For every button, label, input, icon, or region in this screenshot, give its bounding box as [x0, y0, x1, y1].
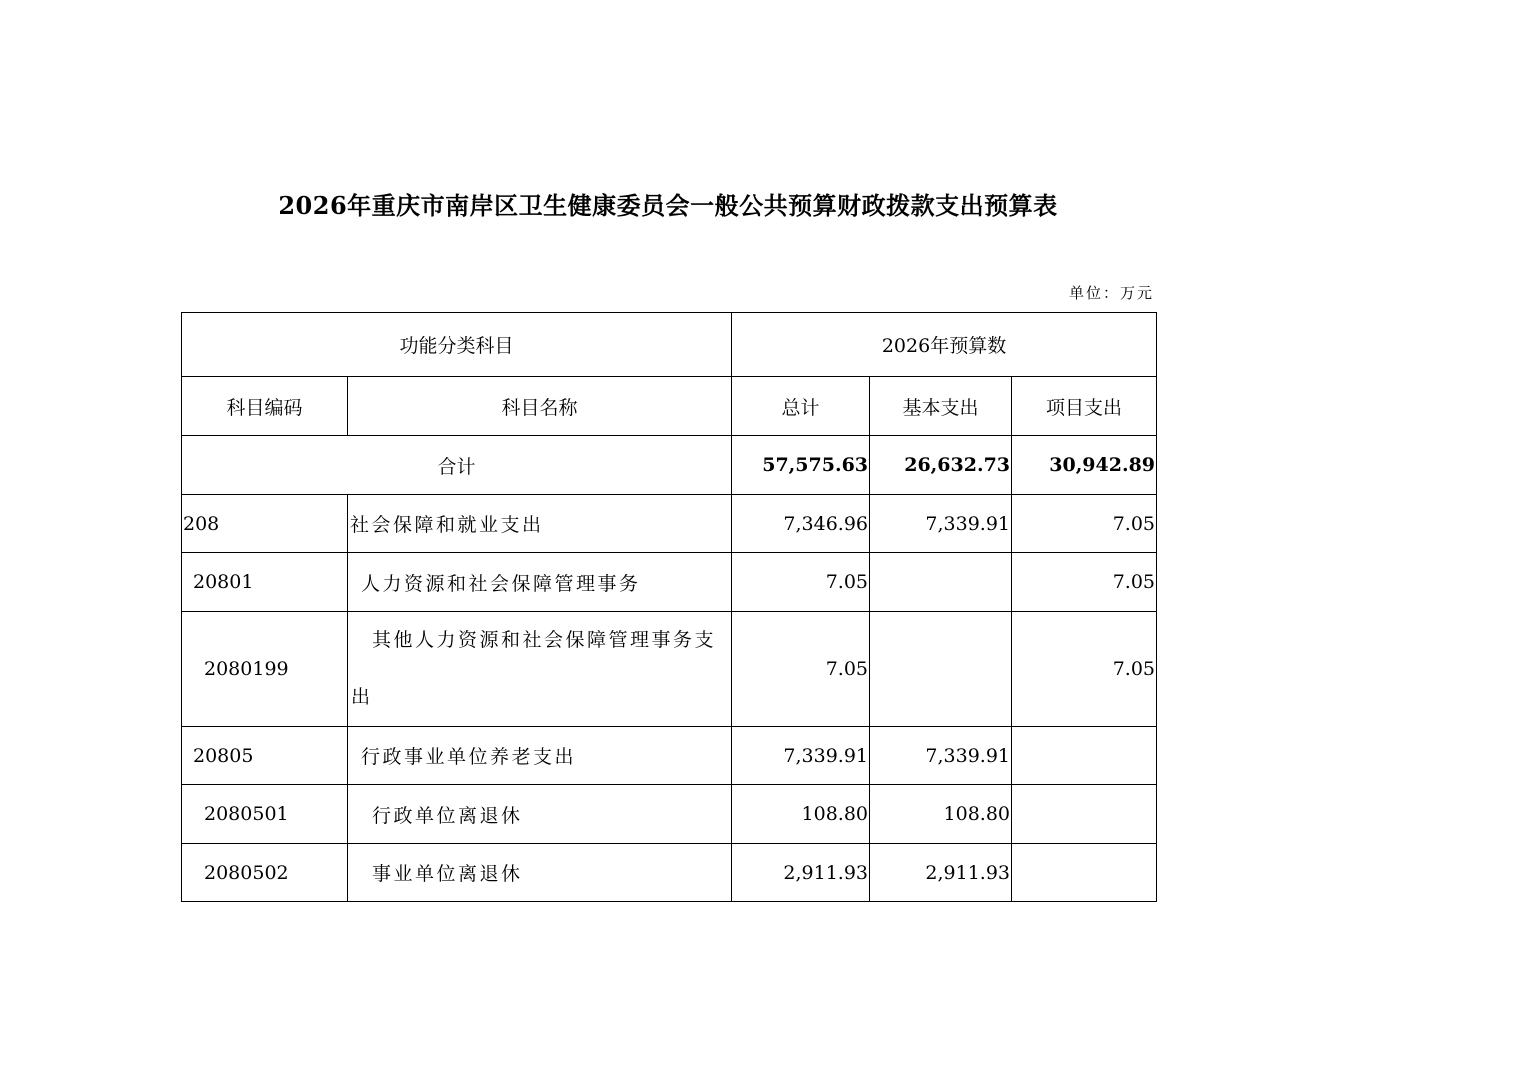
row-project: 7.05 — [1012, 612, 1157, 727]
row-project: 7.05 — [1012, 495, 1157, 553]
row-project — [1012, 785, 1157, 844]
row-basic: 7,339.91 — [870, 495, 1012, 553]
row-basic: 108.80 — [870, 785, 1012, 844]
row-code: 20801 — [182, 553, 348, 612]
summary-label: 合计 — [182, 436, 732, 495]
row-code: 2080199 — [182, 612, 348, 727]
row-total: 2,911.93 — [732, 844, 870, 902]
row-basic — [870, 612, 1012, 727]
table-row — [182, 553, 1157, 612]
row-name: 人力资源和社会保障管理事务 — [348, 553, 732, 612]
header-total: 总计 — [732, 377, 870, 436]
row-name: 事业单位离退休 — [348, 844, 732, 902]
table-row — [182, 727, 1157, 785]
document-title: 2026年重庆市南岸区卫生健康委员会一般公共预算财政拨款支出预算表 — [278, 191, 1058, 220]
header-row-group — [182, 313, 1157, 377]
budget-table — [181, 312, 1157, 902]
row-total: 7,346.96 — [732, 495, 870, 553]
table-row — [182, 785, 1157, 844]
header-name: 科目名称 — [348, 377, 732, 436]
summary-row — [182, 436, 1157, 495]
row-total: 108.80 — [732, 785, 870, 844]
header-code: 科目编码 — [182, 377, 348, 436]
row-name: 行政事业单位养老支出 — [348, 727, 732, 785]
header-budget-year: 2026年预算数 — [732, 313, 1157, 377]
header-row-columns — [182, 377, 1157, 436]
row-basic: 2,911.93 — [870, 844, 1012, 902]
table-row — [182, 844, 1157, 902]
table-row — [182, 612, 1157, 727]
row-code: 208 — [182, 495, 348, 553]
header-project: 项目支出 — [1012, 377, 1157, 436]
summary-total: 57,575.63 — [732, 436, 870, 495]
unit-label: 单位：万元 — [1068, 284, 1154, 302]
row-total: 7.05 — [732, 612, 870, 727]
row-name: 社会保障和就业支出 — [348, 495, 732, 553]
row-total: 7,339.91 — [732, 727, 870, 785]
row-name: 行政单位离退休 — [348, 785, 732, 844]
summary-project: 30,942.89 — [1012, 436, 1157, 495]
header-basic: 基本支出 — [870, 377, 1012, 436]
row-basic: 7,339.91 — [870, 727, 1012, 785]
row-code: 20805 — [182, 727, 348, 785]
row-project — [1012, 727, 1157, 785]
row-basic — [870, 553, 1012, 612]
row-code: 2080502 — [182, 844, 348, 902]
row-total: 7.05 — [732, 553, 870, 612]
row-project: 7.05 — [1012, 553, 1157, 612]
row-project — [1012, 844, 1157, 902]
summary-basic: 26,632.73 — [870, 436, 1012, 495]
row-name: 其他人力资源和社会保障管理事务支出 — [348, 612, 732, 727]
header-functional-classification: 功能分类科目 — [182, 313, 732, 377]
table-row — [182, 495, 1157, 553]
row-code: 2080501 — [182, 785, 348, 844]
